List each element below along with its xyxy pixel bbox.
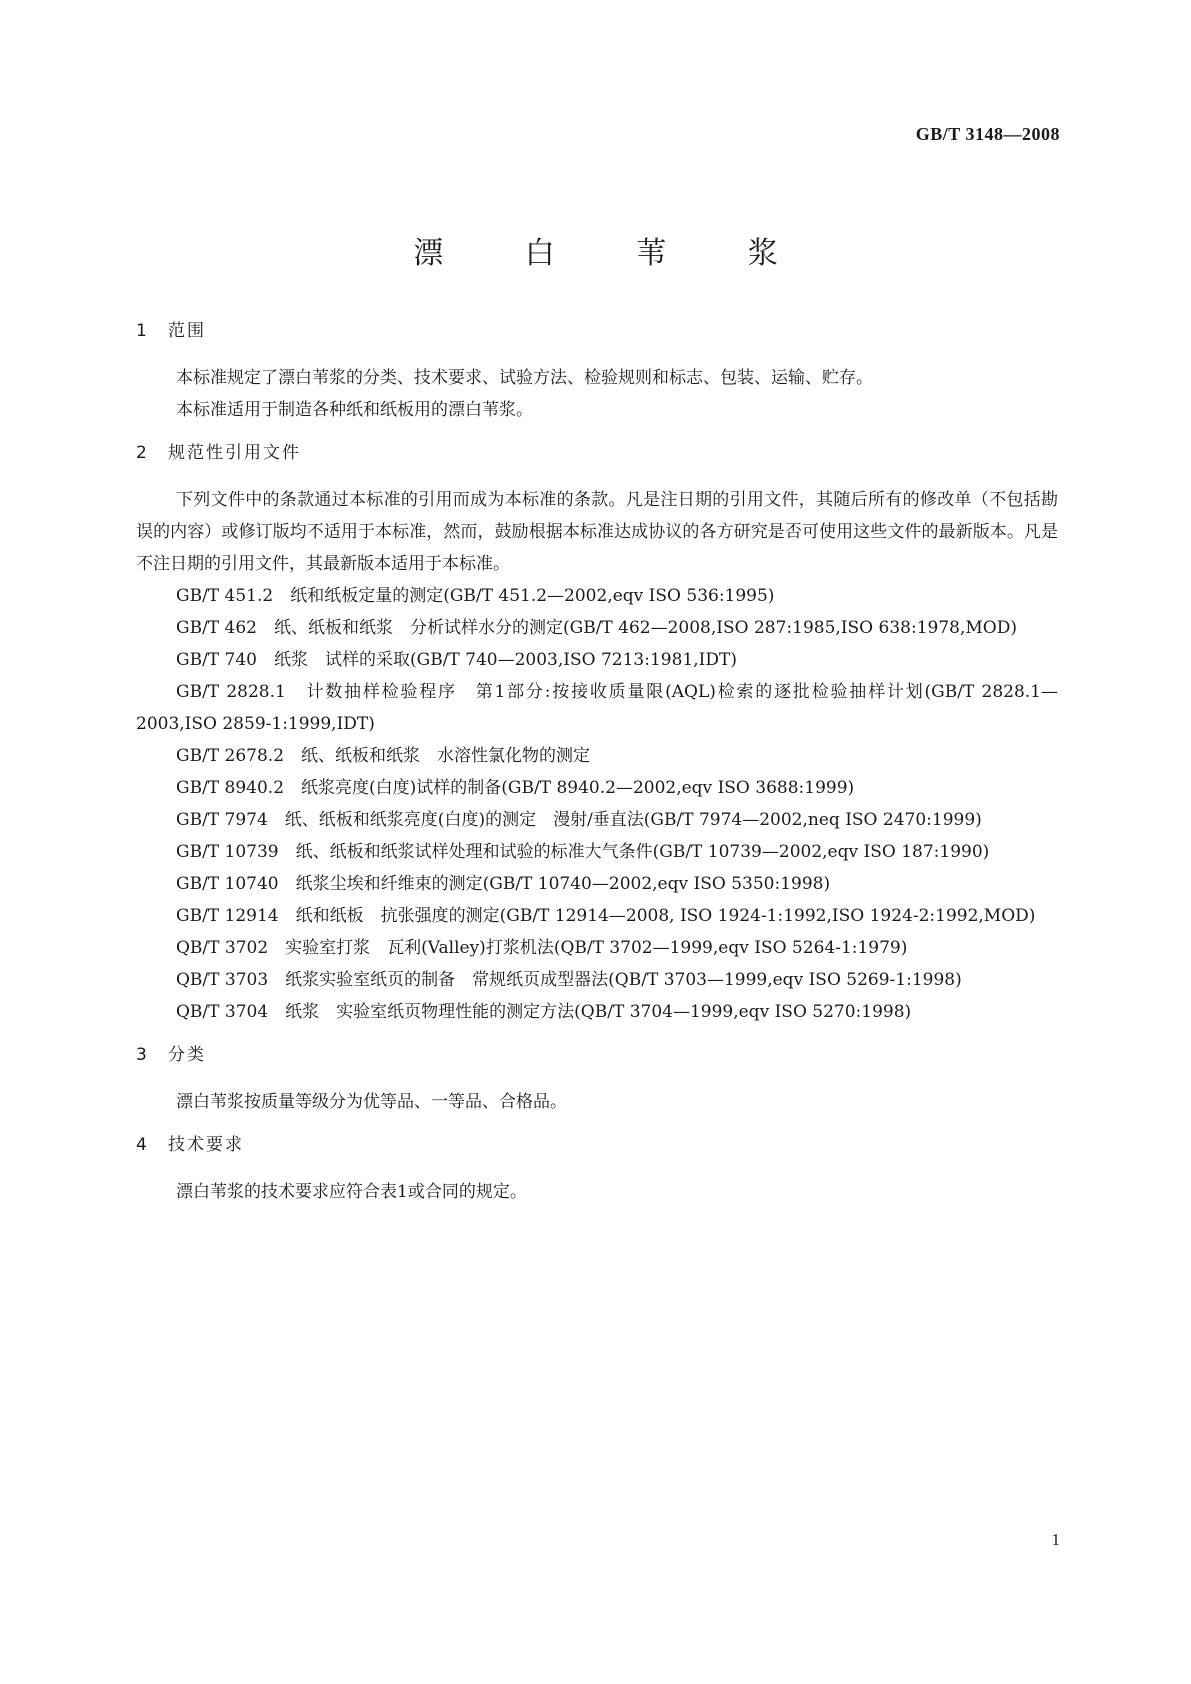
document-body xyxy=(136,318,1058,1208)
reference-item: GB/T 8940.2 纸浆亮度(白度)试样的制备(GB/T 8940.2—2002,eqv ISO 3688:1999) xyxy=(176,778,855,798)
section-number: 4 xyxy=(136,1135,147,1155)
reference-item: GB/T 2828.1 计数抽样检验程序 第1部分:按接收质量限(AQL)检索的逐批检验抽样计划(GB/T 2828.1—2003,ISO 2859-1:1999,IDT) xyxy=(136,682,1058,734)
reference-item: GB/T 2678.2 纸、纸板和纸浆 水溶性氯化物的测定 xyxy=(176,746,591,766)
section-2-paragraph: 下列文件中的条款通过本标准的引用而成为本标准的条款。凡是注日期的引用文件，其随后所有的修改单（不包括勘误的内容）或修订版均不适用于本标准，然而，鼓励根据本标准达成协议的各方研究是否可使用这些文件的最新版本。凡是不注日期的引用文件，其最新版本适用于本标准。 xyxy=(136,490,1058,574)
reference-item: QB/T 3703 纸浆实验室纸页的制备 常规纸页成型器法(QB/T 3703—1999,eqv ISO 5269-1:1998) xyxy=(176,970,962,990)
section-3-heading xyxy=(136,1042,1058,1068)
reference-item: GB/T 7974 纸、纸板和纸浆亮度(白度)的测定 漫射/垂直法(GB/T 7974—2002,neq ISO 2470:1999) xyxy=(176,810,982,830)
section-1-paragraph: 本标准规定了漂白苇浆的分类、技术要求、试验方法、检验规则和标志、包装、运输、贮存。 xyxy=(176,368,873,388)
reference-item: GB/T 12914 纸和纸板 抗张强度的测定(GB/T 12914—2008, ISO 1924-1:1992,ISO 1924-2:1992,MOD) xyxy=(176,906,1036,926)
section-title: 分类 xyxy=(168,1045,206,1065)
section-1-heading xyxy=(136,318,1058,344)
standard-code: GB/T 3148—2008 xyxy=(915,124,1060,144)
reference-item: GB/T 10739 纸、纸板和纸浆试样处理和试验的标准大气条件(GB/T 10739—2002,eqv ISO 187:1990) xyxy=(176,842,990,862)
section-3-paragraph: 漂白苇浆按质量等级分为优等品、一等品、合格品。 xyxy=(176,1092,567,1112)
section-title: 技术要求 xyxy=(168,1135,244,1155)
reference-item: GB/T 740 纸浆 试样的采取(GB/T 740—2003,ISO 7213:1981,IDT) xyxy=(176,650,737,670)
section-4-paragraph: 漂白苇浆的技术要求应符合表1或合同的规定。 xyxy=(176,1182,527,1202)
document-title: 漂 白 苇 浆 xyxy=(413,236,814,271)
section-1-paragraph: 本标准适用于制造各种纸和纸板用的漂白苇浆。 xyxy=(176,400,533,420)
section-number: 2 xyxy=(136,443,147,463)
section-number: 3 xyxy=(136,1045,147,1065)
page-number: 1 xyxy=(1051,1530,1060,1549)
section-4-heading xyxy=(136,1132,1058,1158)
reference-item: GB/T 451.2 纸和纸板定量的测定(GB/T 451.2—2002,eqv ISO 536:1995) xyxy=(176,586,775,606)
reference-item: GB/T 462 纸、纸板和纸浆 分析试样水分的测定(GB/T 462—2008,ISO 287:1985,ISO 638:1978,MOD) xyxy=(176,618,1017,638)
reference-item: QB/T 3702 实验室打浆 瓦利(Valley)打浆机法(QB/T 3702—1999,eqv ISO 5264-1:1979) xyxy=(176,938,908,958)
section-title: 范围 xyxy=(168,321,206,341)
reference-item: QB/T 3704 纸浆 实验室纸页物理性能的测定方法(QB/T 3704—1999,eqv ISO 5270:1998) xyxy=(176,1002,912,1022)
reference-item: GB/T 10740 纸浆尘埃和纤维束的测定(GB/T 10740—2002,eqv ISO 5350:1998) xyxy=(176,874,831,894)
section-title: 规范性引用文件 xyxy=(168,443,301,463)
section-number: 1 xyxy=(136,321,147,341)
section-2-heading xyxy=(136,440,1058,466)
